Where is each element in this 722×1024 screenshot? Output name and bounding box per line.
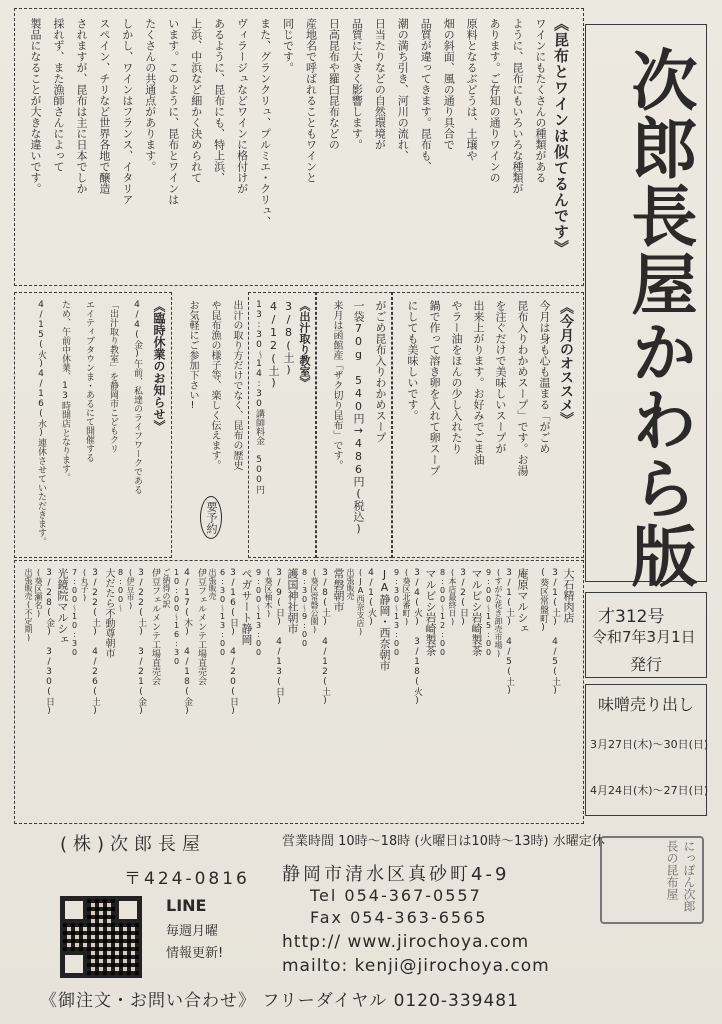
website-link[interactable]: http:// www.jirochoya.com bbox=[282, 932, 530, 952]
recommend-line: 鍋で作って溶き卵を入れて卵スープ bbox=[428, 300, 441, 476]
event-name: 光鏡院マルシェ bbox=[56, 568, 69, 645]
event-time: 7:00〜10:30 bbox=[70, 568, 79, 657]
event-time: 8:30〜9:00 bbox=[300, 568, 309, 648]
recommend-body bbox=[398, 300, 552, 550]
column-line: 採れず、また漁師さんによって bbox=[51, 18, 65, 172]
class-body bbox=[250, 300, 312, 550]
fax: Fax 054-363-6565 bbox=[310, 908, 488, 927]
event-time: 10:00〜16:30 bbox=[172, 568, 181, 666]
event-name: 庵原マルシェ bbox=[516, 568, 529, 634]
closure-line: ため、午前中休業、13時開店となります。 bbox=[60, 300, 70, 482]
product-price: 一袋70g 540円→486円(税込) bbox=[352, 300, 365, 535]
product-body bbox=[320, 300, 388, 550]
column-line: されますが、昆布は主に日本でしか bbox=[74, 18, 88, 194]
column-line: 品質が違ってきます。昆布も、 bbox=[419, 18, 433, 172]
event-dates: 3/9(日) 4/13(日) bbox=[274, 568, 284, 706]
recommend-line: 出来上がります。お好みでごま油 bbox=[472, 300, 485, 465]
class-date-1: 3/8(土) bbox=[282, 300, 295, 376]
closure-heading: 《臨時休業のお知らせ》 bbox=[152, 300, 166, 432]
recommend-line: にしても美味しいです。 bbox=[406, 300, 419, 421]
closure-line: エイティブタウンま・あるにて開催する bbox=[84, 300, 94, 462]
line-sub-2: 情報更新! bbox=[166, 946, 224, 961]
email-link[interactable]: mailto: kenji@jirochoya.com bbox=[282, 956, 550, 976]
class-time: 13:30〜14:30 bbox=[254, 300, 264, 409]
event-item bbox=[346, 568, 392, 818]
recommend-line: 昆布入りわかめスープ」です。お湯 bbox=[516, 300, 529, 476]
column-line: ヴィラージュなどワインに格付けが bbox=[235, 18, 249, 194]
issue-number: 才312号 bbox=[598, 607, 665, 627]
column-line: あります。ご存知の通りワインの bbox=[488, 18, 502, 183]
column-line: しかし、ワインはフランス、イタリア bbox=[120, 18, 134, 205]
column-heading: 《昆布とワインは似てるんです》 bbox=[552, 16, 570, 256]
event-name: 大石精肉店 bbox=[562, 568, 575, 623]
product-note: 来月は函館産「ザク切り昆布」です。 bbox=[331, 300, 342, 470]
product-name: がごめ昆布入りわかめスープ bbox=[374, 300, 387, 443]
event-item bbox=[392, 568, 438, 818]
event-dates: 3/28(金) 3/30(日) bbox=[44, 568, 54, 716]
column-line: 原料となるぶどうは、土壌や bbox=[465, 18, 479, 161]
event-time: 9:00〜13:00 bbox=[254, 568, 263, 657]
miso-title: 味噌売り出し bbox=[598, 695, 695, 714]
reservation-badge: 要予約 bbox=[200, 496, 222, 539]
event-dates: 3/8(土) 4/12(土) bbox=[320, 568, 330, 706]
class-date-2: 4/12(土) bbox=[267, 300, 280, 389]
column-line: 品質に大きく影響します。 bbox=[350, 18, 364, 150]
class-heading: 《出汁取り教室》 bbox=[298, 300, 311, 388]
qr-code-icon[interactable] bbox=[60, 896, 142, 978]
zip-code: 〒424-0816 bbox=[124, 869, 250, 889]
event-name: 大だたら不動尊朝市 bbox=[103, 568, 114, 658]
event-name: 伊豆フェルメンテ工場直売会 bbox=[196, 568, 206, 685]
event-place: (すがた花き卸売市場) bbox=[494, 568, 503, 658]
column-line: ように、昆布にもいろいろな種類が bbox=[511, 18, 525, 194]
event-place: (JA西奈支店) bbox=[356, 568, 365, 636]
event-note: 出張販売 bbox=[346, 568, 355, 600]
event-dates: 3/16(日) 4/20(日) bbox=[228, 568, 238, 716]
event-item bbox=[116, 568, 162, 818]
column-line: 製品になることが大きな違いです。 bbox=[29, 18, 43, 194]
tel[interactable]: Tel 054-367-0557 bbox=[310, 886, 482, 905]
column-line: 上浜、中浜など細かく決められて bbox=[189, 18, 203, 183]
event-dates: 3/4(火) 3/18(火) bbox=[412, 568, 422, 706]
events-list bbox=[20, 568, 576, 818]
miso-line-1: 3月27日(木)〜30日(日) bbox=[590, 738, 709, 751]
business-hours: 営業時間 10時〜18時 (火曜日は10時〜13時) 水曜定休 bbox=[282, 834, 605, 849]
event-item bbox=[484, 568, 530, 818]
class-note-line: お気軽にご参加下さい! bbox=[187, 300, 198, 411]
event-time: 8:00〜12:00 bbox=[438, 568, 447, 657]
event-item bbox=[438, 568, 484, 818]
event-time: 9:30〜13:00 bbox=[392, 568, 401, 657]
event-name: JA静岡・西奈朝市 bbox=[378, 568, 391, 671]
event-item bbox=[24, 568, 70, 818]
event-item bbox=[208, 568, 254, 818]
event-place: (葵区常盤町) bbox=[538, 568, 548, 633]
order-line[interactable]: 《御注文・お問い合わせ》 フリーダイヤル 0120-339481 bbox=[40, 991, 519, 1011]
event-place: (葵区北番町) bbox=[402, 568, 411, 626]
class-note-line: 出汁の取り方だけでなく、昆布の歴史 bbox=[231, 300, 242, 470]
class-time-fee bbox=[250, 300, 266, 550]
event-dates: 3/1(土) 4/5(土) bbox=[550, 568, 560, 696]
closure-line: 「出汁取り教室」を静岡市こどもクリ bbox=[108, 300, 118, 453]
issue-published: 発行 bbox=[630, 655, 663, 674]
event-place: (本店最終日) bbox=[448, 568, 457, 626]
company-name: (株)次郎長屋 bbox=[60, 834, 207, 855]
closure-line: 4/15(火)4/16(水)連休させていただきます。 bbox=[36, 300, 46, 546]
stamp-text: にっぽん次郎長の昆布屋 bbox=[665, 840, 696, 912]
event-dates: 4/1(火) bbox=[366, 568, 376, 627]
column-line: あるように、昆布にも、特上浜、 bbox=[212, 18, 226, 183]
event-item bbox=[530, 568, 576, 818]
event-name: ペガサート静岡 bbox=[240, 568, 253, 645]
event-item bbox=[162, 568, 208, 818]
column-body bbox=[20, 18, 548, 280]
column-line: 日当たりなどの自然環境が bbox=[373, 18, 387, 150]
address: 静岡市清水区真砂町4-9 bbox=[282, 864, 510, 885]
event-place: (葵区柚木) bbox=[264, 568, 273, 618]
event-note: 出張販売(不定期) bbox=[24, 568, 33, 642]
event-note: ご納得の訳 bbox=[162, 568, 171, 608]
event-name: 伊豆フェルメンテ工場直売会 bbox=[150, 568, 160, 685]
column-line: 潮の満ち引き、河川の流れ、 bbox=[396, 18, 410, 161]
event-dates: 4/17(木) 4/18(金) bbox=[182, 568, 192, 716]
line-sub-1: 毎週月曜 bbox=[166, 924, 219, 939]
event-dates: 3/22(土) 4/26(土) bbox=[90, 568, 100, 716]
event-item bbox=[300, 568, 346, 818]
column-line: 畑の斜面、風の通り具合で bbox=[442, 18, 456, 150]
issue-date: 令和7年3月1日 bbox=[592, 628, 696, 646]
class-fee: 講師料金 500円 bbox=[254, 409, 264, 494]
event-place: (伊豆市) bbox=[126, 568, 135, 610]
event-name: マルビシ岩崎製茶 bbox=[470, 568, 483, 656]
event-dates: 3/22(土) 3/21(金) bbox=[136, 568, 146, 716]
event-name: 常磐朝市 bbox=[332, 568, 345, 612]
recommend-line: 今月は身も心も温まる「がごめ bbox=[538, 300, 551, 454]
event-dates: 3/1(土) 4/5(土) bbox=[504, 568, 514, 696]
recommend-heading: 《今月のオススメ》 bbox=[558, 300, 574, 426]
event-note: 出張販売 bbox=[208, 568, 217, 600]
column-line: たくさんの共通点があります。 bbox=[143, 18, 157, 172]
column-line: また、グランクリュ、プルミエ・クリュ、 bbox=[258, 18, 272, 227]
column-line: スペイン、チリなど世界各地で醸造 bbox=[97, 18, 111, 194]
event-place: (葵区常磐公園) bbox=[310, 568, 319, 634]
recommend-line: を注ぐだけで美味しいスープが bbox=[494, 300, 507, 454]
event-name: マルビシ岩崎製茶 bbox=[424, 568, 437, 656]
column-line: 同じです。 bbox=[281, 18, 295, 73]
event-time: 6:30〜13:00 bbox=[218, 568, 227, 657]
event-item bbox=[254, 568, 300, 818]
closure-line: 4/4(金)午前、私達のライフワークである bbox=[132, 300, 142, 494]
event-time: 9:00〜15:00 bbox=[484, 568, 493, 657]
event-name: 護国神社朝市 bbox=[286, 568, 299, 634]
column-line: ワインにもたくさんの種類がある bbox=[534, 18, 547, 183]
column-line: 産地名で呼ばれることもワインと bbox=[304, 18, 318, 183]
column-line: 日高昆布や羅臼昆布などの bbox=[327, 18, 341, 150]
line-title: LINE bbox=[166, 896, 207, 915]
event-time: 8:00〜 bbox=[116, 568, 125, 612]
closure-body bbox=[18, 300, 168, 550]
event-item bbox=[70, 568, 116, 818]
column-line: います。このように、昆布とワインは bbox=[166, 18, 180, 205]
event-place: (丸子) bbox=[80, 568, 89, 602]
event-dates: 3/2(日) bbox=[458, 568, 468, 627]
class-note-line: や昆布漁の様子等、楽しく伝えます。 bbox=[209, 300, 220, 470]
shop-stamp-logo bbox=[600, 836, 704, 924]
event-place: (葵区瀬名) bbox=[34, 568, 43, 618]
miso-line-2: 4月24日(木)〜27日(日) bbox=[590, 784, 709, 797]
recommend-line: やラー油をほんの少し入れたり bbox=[450, 300, 463, 454]
masthead-title: 次郎長屋かわら版 bbox=[620, 46, 698, 590]
